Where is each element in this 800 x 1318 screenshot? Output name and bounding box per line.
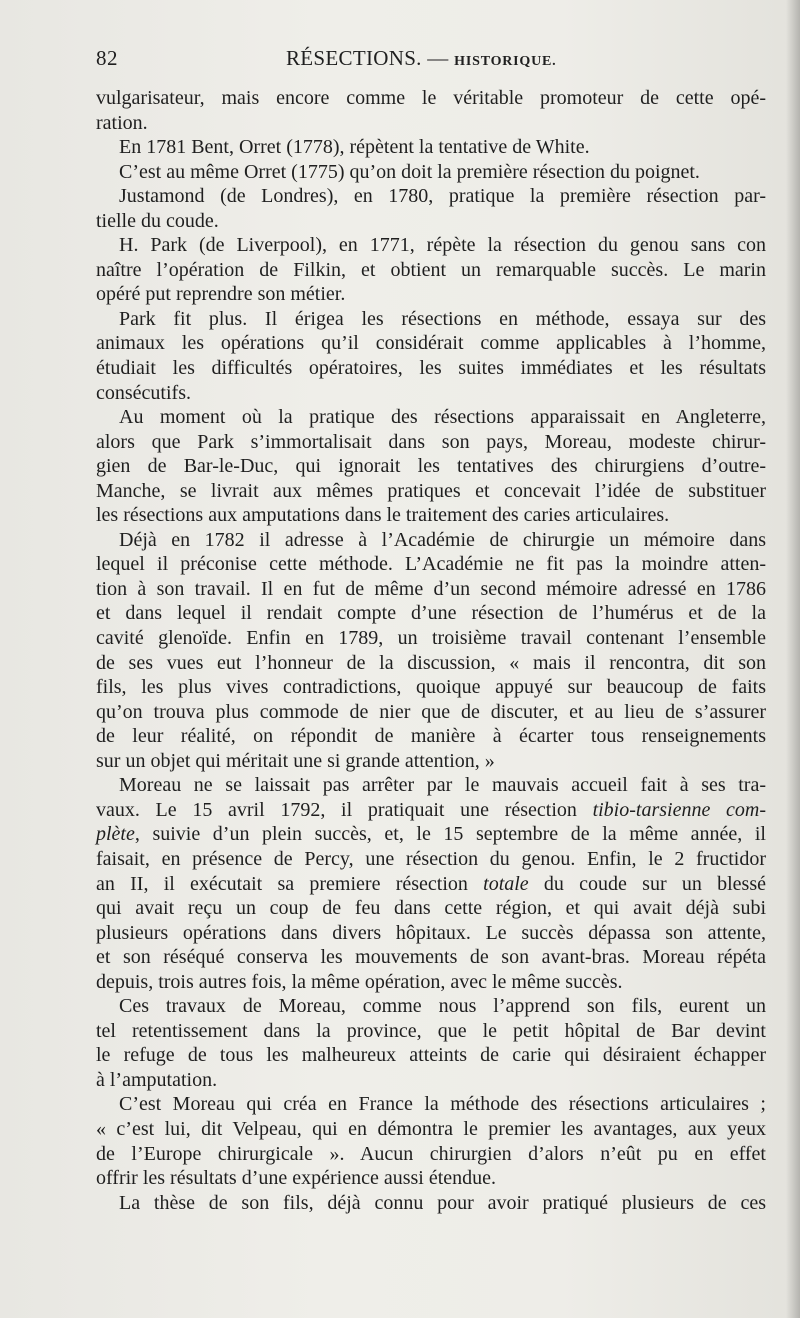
text-run: du coude sur un blessé <box>528 872 766 895</box>
text-line: tielle du coude. <box>96 209 219 232</box>
body-text <box>96 86 766 1215</box>
text-line: La thèse de son fils, déjà connu pour avoir pratiqué plusieurs de ces <box>119 1191 766 1214</box>
text-line: les résections aux amputations dans le traitement des caries articulaires. <box>96 504 670 527</box>
text-line: tel retentissement dans la province, que le petit hôpital de Bar devint <box>96 1019 766 1042</box>
text-line: et son réséqué conserva les mouvements de son avant-bras. Moreau répéta <box>96 946 766 969</box>
running-title-main: RÉSECTIONS. <box>286 46 422 70</box>
text-line: lequel il préconise cette méthode. L’Académie ne fit pas la moindre atten- <box>96 553 766 576</box>
running-title-dash: — <box>427 46 449 70</box>
text-line: Déjà en 1782 il adresse à l’Académie de chirurgie un mémoire dans <box>119 528 766 551</box>
page-edge-shadow <box>786 0 800 1318</box>
text-line: qu’on trouva plus commode de nier que de discuter, et au lieu de s’assurer <box>96 700 766 723</box>
text-line: vulgarisateur, mais encore comme le véritable promoteur de cette opé- <box>96 87 766 109</box>
text-line: gien de Bar-le-Duc, qui ignorait les tentatives des chirurgiens d’outre- <box>96 455 766 478</box>
text-line: Moreau ne se laissait pas arrêter par le mauvais accueil fait à ses tra- <box>119 774 766 797</box>
text-run: vaux. Le 15 avril 1792, il pratiquait une résection <box>96 798 593 821</box>
text-line: le refuge de tous les malheureux atteints de carie qui désiraient échapper <box>96 1044 766 1067</box>
text-line: de leur réalité, on répondit de manière à écarter tous renseignements <box>96 725 766 748</box>
text-line: alors que Park s’immortalisait dans son pays, Moreau, modeste chirur- <box>96 430 766 453</box>
text-line: cavité glenoïde. Enfin en 1789, un troisième travail contenant l’ensemble <box>96 627 766 650</box>
running-title-sub: HISTORIQUE. <box>454 54 557 69</box>
text-line: H. Park (de Liverpool), en 1771, répète la résection du genou sans con <box>119 234 766 257</box>
italic-term: totale <box>483 872 529 895</box>
text-line: plusieurs opérations dans divers hôpitaux. Le succès dépassa son attente, <box>96 921 766 944</box>
text-line: ration. <box>96 111 148 134</box>
text-line: offrir les résultats d’une expérience aussi étendue. <box>96 1167 497 1190</box>
text-line <box>96 872 766 897</box>
text-line: sur un objet qui méritait une si grande attention, » <box>96 749 495 772</box>
text-line: de l’Europe chirurgicale ». Aucun chirurgien d’alors n’eût pu en effet <box>96 1142 766 1165</box>
text-line: naître l’opération de Filkin, et obtient un remarquable succès. Le marin <box>96 258 766 281</box>
running-title <box>286 46 556 71</box>
text-run: , suivie d’un plein succès, et, le 15 septembre de la même année, il <box>134 823 766 846</box>
text-line: Au moment où la pratique des résections apparaissait en Angleterre, <box>119 406 766 429</box>
running-header <box>96 46 766 78</box>
text-line: « c’est lui, dit Velpeau, qui en démontra le premier les avantages, aux yeux <box>96 1117 766 1140</box>
text-line: tion à son travail. Il en fut de même d’un second mémoire adressé en 1786 <box>96 577 766 600</box>
text-line: étudiait les difficultés opératoires, les suites immédiates et les résultats <box>96 357 766 380</box>
text-line: Manche, se livrait aux mêmes pratiques et concevait l’idée de substituer <box>96 479 766 502</box>
italic-term: tibio-tarsienne com- <box>592 798 766 821</box>
text-line: faisait, en présence de Percy, une résection du genou. Enfin, le 2 fructidor <box>96 847 766 870</box>
text-line: C’est au même Orret (1775) qu’on doit la première résection du poignet. <box>119 160 700 183</box>
text-line: fils, les plus vives contradictions, quoique appuyé sur beaucoup de faits <box>96 676 766 699</box>
text-line: En 1781 Bent, Orret (1778), répètent la tentative de White. <box>119 136 590 159</box>
text-line: de ses vues eut l’honneur de la discussion, « mais il rencontra, dit son <box>96 651 766 674</box>
text-line: Park fit plus. Il érigea les résections en méthode, essaya sur des <box>119 307 766 330</box>
page-number: 82 <box>96 46 118 70</box>
text-line: qui avait reçu un coup de feu dans cette région, et qui avait déjà subi <box>96 897 766 920</box>
text-line: consécutifs. <box>96 381 191 404</box>
italic-term: plète <box>96 823 135 846</box>
text-line: depuis, trois autres fois, la même opération, avec le même succès. <box>96 970 623 993</box>
text-line: C’est Moreau qui créa en France la méthode des résections articulaires ; <box>119 1093 766 1116</box>
text-line: Ces travaux de Moreau, comme nous l’apprend son fils, eurent un <box>119 995 766 1018</box>
text-line: Justamond (de Londres), en 1780, pratique la première résection par- <box>119 185 766 208</box>
text-line: et dans lequel il rendait compte d’une résection de l’humérus et de la <box>96 602 766 625</box>
text-line <box>96 822 766 847</box>
text-line <box>96 798 766 823</box>
text-line: opéré put reprendre son métier. <box>96 283 346 306</box>
text-run: an II, il exécutait sa premiere résection <box>96 872 484 895</box>
text-line: à l’amputation. <box>96 1068 218 1091</box>
text-line: animaux les opérations qu’il considérait comme applicables à l’homme, <box>96 332 766 355</box>
